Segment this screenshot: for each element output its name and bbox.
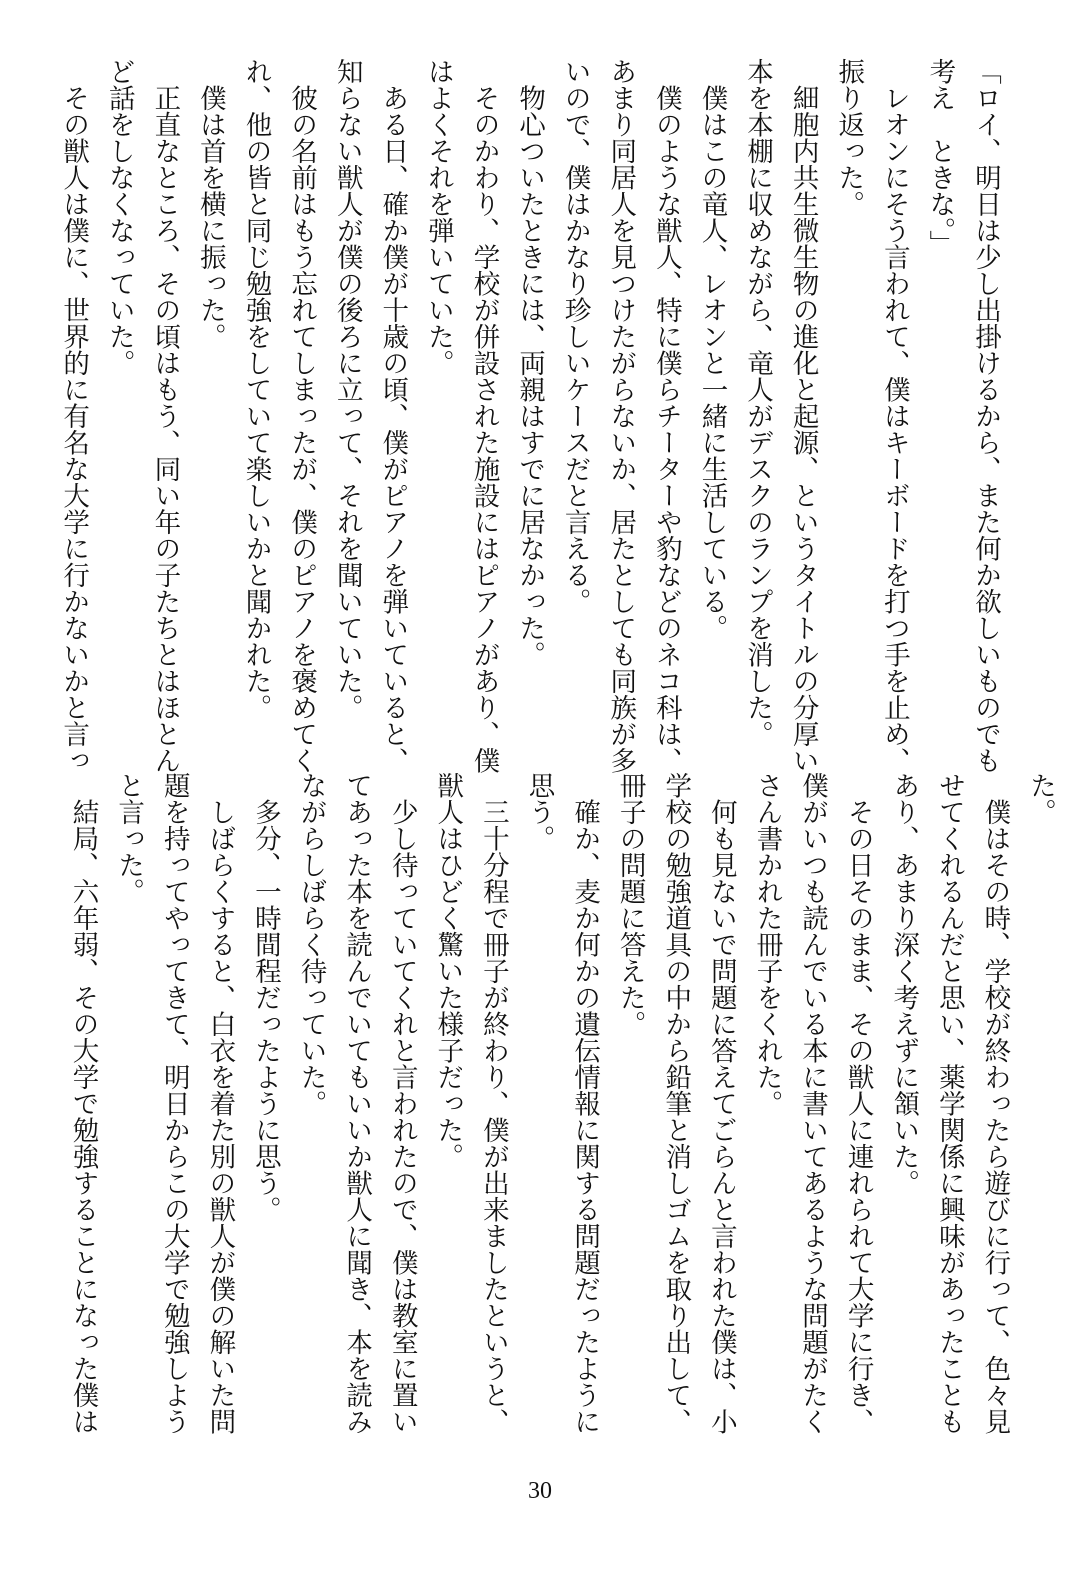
text-line: 少し待っていてくれと言われたので、僕は教室に置い [386, 772, 418, 1435]
text-line: 思う。 [523, 772, 555, 852]
text-line: 多分、一時間程だったように思う。 [249, 772, 281, 1223]
text-line: 何も見ないで問題に答えてごらんと言われた僕は、小 [705, 772, 737, 1435]
top-text-block [51, 58, 1008, 774]
text-line: その日そのまま、その獣人に連れられて大学に行き、 [842, 772, 874, 1435]
text-line: ながらしばらく待っていた。 [295, 772, 327, 1117]
bottom-text-block [60, 772, 1063, 1472]
text-line: 知らない獣人が僕の後ろに立って、それを聞いていた。 [331, 58, 363, 721]
text-line: 僕のような獣人、特に僕らチーターや豹などのネコ科は、 [650, 58, 682, 774]
text-line: 正直なところ、その頃はもう、同い年の子たちとはほとん [149, 58, 181, 774]
text-line: 確か、麦か何かの遺伝情報に関する問題だったように [569, 772, 601, 1435]
text-line: と言った。 [113, 772, 145, 905]
text-line: いので、僕はかなり珍しいケースだと言える。 [559, 58, 591, 615]
text-line: はよくそれを弾いていた。 [422, 58, 454, 376]
text-line: 結局、六年弱、その大学で勉強することになった僕は [67, 772, 99, 1435]
text-line: 題を持ってやってきて、明日からこの大学で勉強しよう [158, 772, 190, 1435]
text-line: た。 [1025, 772, 1056, 825]
text-line: 僕は首を横に振った。 [194, 58, 226, 350]
text-line: せてくれるんだと思い、薬学関係に興味があったことも [933, 772, 965, 1435]
text-line: 「ロイ、明日は少し出掛けるから、また何か欲しいものでも [970, 58, 1001, 774]
text-line: 獣人はひどく驚いた様子だった。 [432, 772, 464, 1170]
text-line: 僕はその時、学校が終わったら遊びに行って、色々見 [979, 772, 1011, 1435]
text-line: てあった本を読んでいてもいいか獣人に聞き、本を読み [341, 772, 373, 1435]
text-line: 細胞内共生微生物の進化と起源、というタイトルの分厚い [787, 58, 819, 774]
text-line: 考え ときな。」 [924, 58, 956, 257]
text-line: あり、あまり深く考えずに頷いた。 [888, 772, 920, 1196]
text-line: 彼の名前はもう忘れてしまったが、僕のピアノを褒めてく [286, 58, 318, 774]
text-line: そのかわり、学校が併設された施設にはピアノがあり、僕 [468, 58, 500, 774]
text-line: 物心ついたときには、両親はすでに居なかった。 [514, 58, 546, 668]
text-line: 冊子の問題に答えた。 [614, 772, 646, 1037]
text-line: 僕がいつも読んでいる本に書いてあるような問題がたく [797, 772, 829, 1435]
text-line: 振り返った。 [833, 58, 865, 217]
text-line: レオンにそう言われて、僕はキーボードを打つ手を止め、 [878, 58, 910, 774]
text-line: さん書かれた冊子をくれた。 [751, 772, 783, 1117]
text-line: れ、他の皆と同じ勉強をしていて楽しいかと聞かれた。 [240, 58, 272, 721]
text-line: 本を本棚に収めながら、竜人がデスクのランプを消した。 [742, 58, 774, 747]
text-line: その獣人は僕に、世界的に有名な大学に行かないかと言っ [58, 58, 90, 774]
text-line: 学校の勉強道具の中から鉛筆と消しゴムを取り出して、 [660, 772, 692, 1435]
text-line: ど話をしなくなっていた。 [103, 58, 135, 376]
text-line: ある日、確か僕が十歳の頃、僕がピアノを弾いていると、 [377, 58, 409, 774]
text-line: 三十分程で冊子が終わり、僕が出来ましたというと、 [477, 772, 509, 1435]
text-line: あまり同居人を見つけたがらないか、居たとしても同族が多 [605, 58, 637, 774]
text-line: しばらくすると、白衣を着た別の獣人が僕の解いた問 [204, 772, 236, 1435]
page-number: 30 [528, 1478, 552, 1504]
text-line: 僕はこの竜人、レオンと一緒に生活している。 [696, 58, 728, 641]
